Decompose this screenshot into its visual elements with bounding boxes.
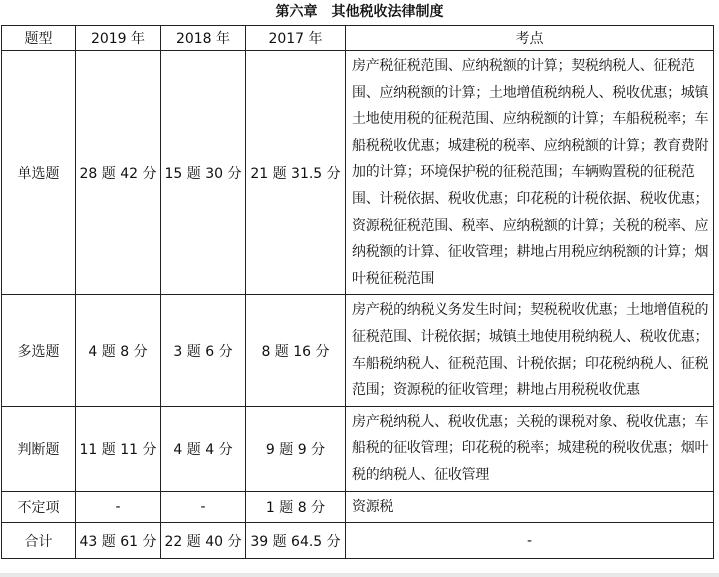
cell-2018: - [161,491,246,523]
header-type: 题型 [2,26,76,51]
cell-2017: 8 题 16 分 [246,295,346,406]
header-2018: 2018 年 [161,26,246,51]
header-points: 考点 [346,26,714,51]
cell-2019: - [76,491,161,523]
cell-2017: 21 题 31.5 分 [246,51,346,295]
cell-2019: 28 题 42 分 [76,51,161,295]
cell-2017: 1 题 8 分 [246,491,346,523]
exam-stats-table [1,25,714,559]
cell-2018: 15 题 30 分 [161,51,246,295]
row-type: 单选题 [2,51,76,295]
cell-2018: 22 题 40 分 [161,523,246,559]
table-row [2,491,714,523]
cell-points: 房产税的纳税义务发生时间；契税税收优惠；土地增值税的征税范围、计税依据；城镇土地使用税纳税人、税收优惠；车船税纳税人、征税范围、计税依据；印花税纳税人、征税范围；资源税的征收管理；耕地占用税税收优惠 [346,295,714,406]
table-row-total [2,523,714,559]
cell-points: - [346,523,714,559]
cell-2019: 4 题 8 分 [76,295,161,406]
chapter-title: 第六章 其他税收法律制度 [275,4,444,20]
cell-2018: 4 题 4 分 [161,406,246,491]
cell-2017: 9 题 9 分 [246,406,346,491]
cell-2019: 43 题 61 分 [76,523,161,559]
table-row [2,406,714,491]
table-row [2,51,714,295]
row-type: 不定项 [2,491,76,523]
cell-points: 资源税 [346,491,714,523]
row-type: 多选题 [2,295,76,406]
header-row [2,26,714,51]
cell-2019: 11 题 11 分 [76,406,161,491]
header-2019: 2019 年 [76,26,161,51]
cell-points: 房产税征税范围、应纳税额的计算；契税纳税人、征税范围、应纳税额的计算；土地增值税纳税人、税收优惠；城镇土地使用税的征税范围、应纳税额的计算；车船税税率；车船税税收优惠；城建税的税率、应纳税额的计算；教育费附加的计算；环境保护税的征税范围；车辆购置税的征税范围、计税依据、税收优惠；印花税的计税依据、税收优惠；资源税征税范围、税率、应纳税额的计算；关税的税率、应纳税额的计算、征收管理；耕地占用税应纳税额的计算；烟叶税征税范围 [346,51,714,295]
cell-points: 房产税纳税人、税收优惠；关税的课税对象、税收优惠；车船税的征收管理；印花税的税率；城建税的税收优惠；烟叶税的纳税人、征收管理 [346,406,714,491]
row-type: 合计 [2,523,76,559]
header-2017: 2017 年 [246,26,346,51]
bottom-strip [0,573,719,577]
table-row [2,295,714,406]
row-type: 判断题 [2,406,76,491]
cell-2017: 39 题 64.5 分 [246,523,346,559]
cell-2018: 3 题 6 分 [161,295,246,406]
